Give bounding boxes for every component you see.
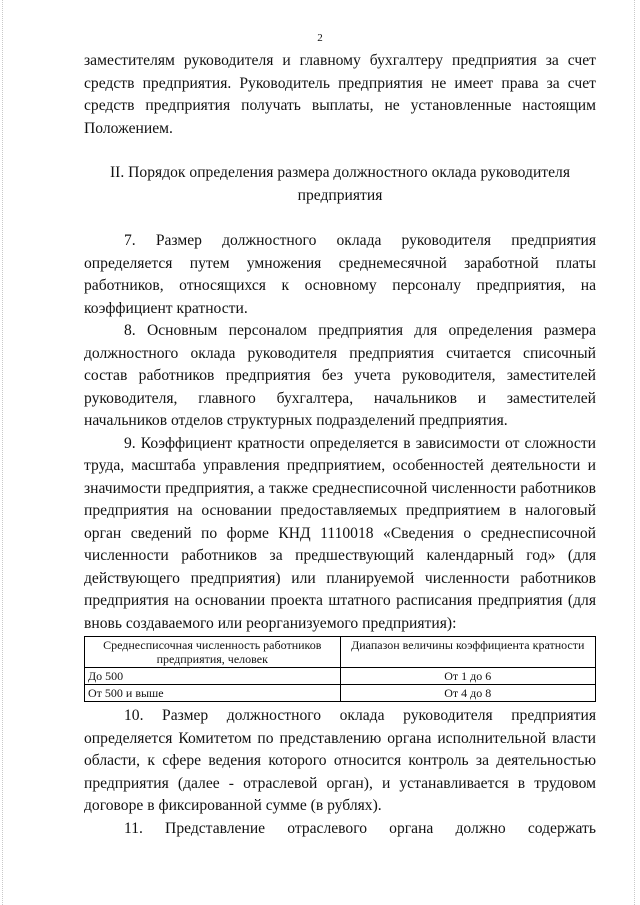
section-heading-line-1: II. Порядок определения размера должностного оклада руководителя xyxy=(109,164,570,181)
scan-edge-right xyxy=(634,0,636,905)
table-header-row xyxy=(85,637,596,668)
table-cell-count: До 500 xyxy=(85,668,341,685)
table-cell-count: От 500 и выше xyxy=(85,685,341,702)
paragraph-9: 9. Коэффициент кратности определяется в зависимости от сложности труда, масштаба управления предприятием, особенностей деятельности и значимости предприятия, а также среднесписочной численности работников предприятия на основании предоставляемых предприятием в налоговый орган сведений по форме КНД 1110018 «Сведения о среднесписочной численности работников за предшествующий календарный год» (для действующего предприятия) или планируемой численности работников предприятия на основании проекта штатного расписания предприятия (для вновь создаваемого или реорганизуемого предприятия): xyxy=(84,434,596,632)
page-number: 2 xyxy=(317,32,323,44)
table-cell-range: От 4 до 8 xyxy=(340,685,596,702)
paragraph-7: 7. Размер должностного оклада руководителя предприятия определяется путем умножения среднемесячной заработной платы работников, относящихся к основному персоналу предприятия, на коэффициент кратности. xyxy=(84,232,596,317)
table-row xyxy=(85,668,596,685)
paragraph-11: 11. Представление отраслевого органа должно содержать xyxy=(124,819,596,837)
section-heading xyxy=(84,162,596,207)
coefficient-table xyxy=(84,636,596,702)
table-row xyxy=(85,685,596,702)
table-header-employees: Среднесписочная численность работников предприятия, человек xyxy=(85,637,341,668)
paragraph-8: 8. Основным персоналом предприятия для определения размера должностного оклада руководителя предприятия считается списочный состав работников предприятия без учета руководителя, заместителей руководителя, главного бухгалтера, начальников и заместителей начальников отделов структурных подразделений предприятия. xyxy=(84,322,596,429)
scan-edge-left xyxy=(2,0,4,905)
paragraph-10: 10. Размер должностного оклада руководителя предприятия определяется Комитетом по представлению органа исполнительной власти области, к сфере ведения которого относится контроль за деятельностью предприятия (далее - отраслевой орган), и устанавливается в трудовом договоре в фиксированной сумме (в рублях). xyxy=(84,707,596,814)
table-cell-range: От 1 до 6 xyxy=(340,668,596,685)
section-heading-line-2: предприятия xyxy=(297,186,383,204)
paragraph-intro: заместителям руководителя и главному бухгалтеру предприятия за счет средств предприятия. Руководитель предприятия не имеет права за счет средств предприятия получать выплаты, не установленные настоящим Положением. xyxy=(84,52,596,137)
document-body xyxy=(84,50,596,840)
table-header-coefficient: Диапазон величины коэффициента кратности xyxy=(340,637,596,668)
